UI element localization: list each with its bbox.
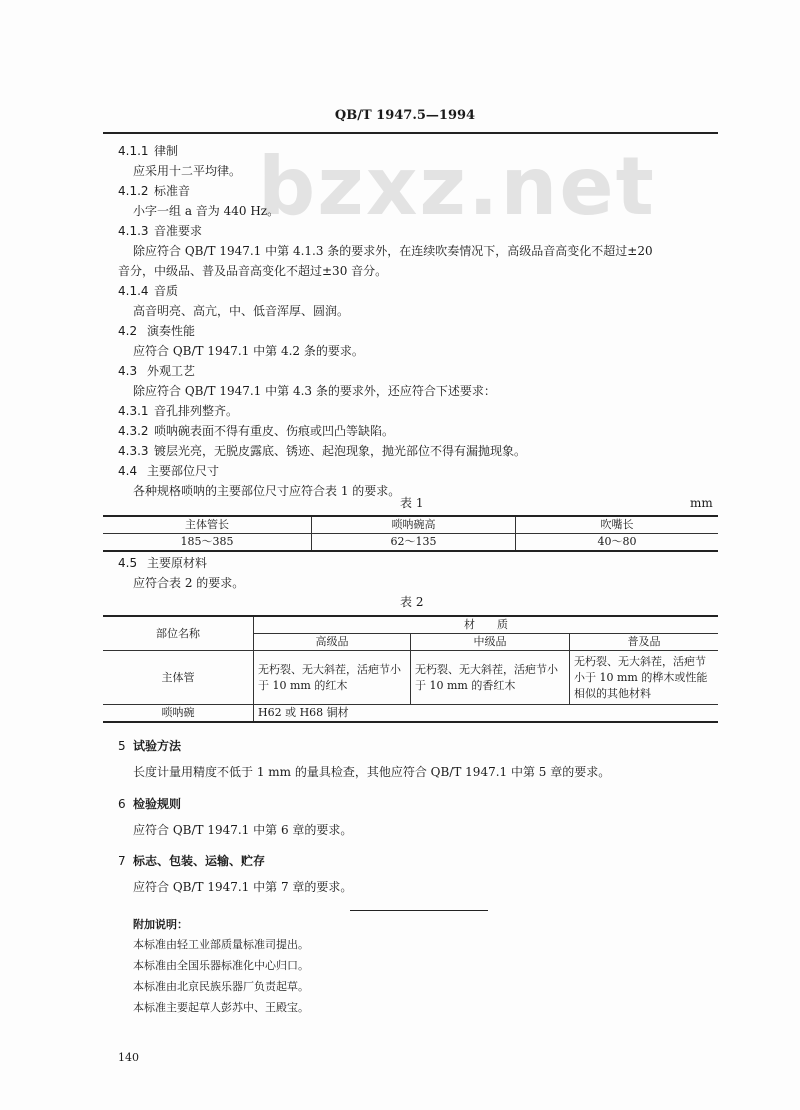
section-title: 主要部位尺寸	[147, 464, 220, 478]
section-number: 5	[118, 739, 126, 753]
section-title: 检验规则	[133, 797, 182, 811]
table1-unit: mm	[690, 496, 713, 510]
section-title: 试验方法	[133, 739, 182, 753]
notes-title: 附加说明：	[133, 918, 188, 931]
section-number: 4.3	[118, 364, 138, 378]
paragraph: 长度计量用精度不低于 1 mm 的量具检查，其他应符合 QB/T 1947.1 中第 5 章的要求。	[133, 765, 611, 779]
td: 唢呐碗	[103, 705, 254, 723]
page-header: QB/T 1947.5—1994	[334, 108, 476, 123]
section-number: 4.1.1	[118, 144, 149, 158]
th: 普及品	[570, 634, 719, 651]
th: 材 质	[254, 616, 719, 634]
paragraph: 音分，中级品、普及品音高变化不超过±30 音分。	[118, 264, 388, 278]
th: 唢呐碗高	[312, 516, 516, 534]
paragraph: 应符合 QB/T 1947.1 中第 6 章的要求。	[133, 823, 353, 837]
paragraph: 应采用十二平均律。	[133, 164, 242, 178]
paragraph: 应符合 QB/T 1947.1 中第 7 章的要求。	[133, 880, 353, 894]
td: 无朽裂、无大斜茬，活疤节小于 10 mm 的香红木	[411, 651, 570, 705]
table-1	[103, 515, 718, 552]
paragraph: 高音明亮、高亢，中、低音浑厚、圆润。	[133, 304, 350, 318]
section-number: 4.2	[118, 324, 138, 338]
section-number: 4.3.1	[118, 404, 149, 418]
section-title: 音准要求	[154, 224, 203, 238]
section-title: 外观工艺	[147, 364, 196, 378]
th: 吹嘴长	[516, 516, 719, 534]
page-number: 140	[118, 1051, 139, 1064]
paragraph: 各种规格唢呐的主要部位尺寸应符合表 1 的要求。	[133, 484, 401, 498]
td: 62～135	[312, 534, 516, 552]
section-number: 7	[118, 854, 126, 868]
section-title: 主要原材料	[147, 556, 208, 570]
section-number: 4.1.4	[118, 284, 149, 298]
section-number: 4.1.3	[118, 224, 149, 238]
section-number: 4.3.3	[118, 444, 149, 458]
section-title: 音孔排列整齐。	[154, 404, 239, 418]
end-rule	[350, 910, 488, 911]
note-item: 本标准由轻工业部质量标准司提出。	[133, 938, 309, 951]
note-item: 本标准由北京民族乐器厂负责起草。	[133, 980, 309, 993]
th: 高级品	[254, 634, 411, 651]
section-number: 6	[118, 797, 126, 811]
section-title: 唢呐碗表面不得有重皮、伤痕或凹凸等缺陷。	[154, 424, 395, 438]
section-title: 镀层光亮，无脱皮露底、锈迹、起泡现象，抛光部位不得有漏抛现象。	[154, 444, 527, 458]
paragraph: 除应符合 QB/T 1947.1 中第 4.1.3 条的要求外，在连续吹奏情况下，高级品音高变化不超过±20	[133, 244, 653, 258]
paragraph: 除应符合 QB/T 1947.1 中第 4.3 条的要求外，还应符合下述要求：	[133, 384, 496, 398]
section-title: 音质	[154, 284, 179, 298]
note-item: 本标准主要起草人彭苏中、王殿宝。	[133, 1001, 309, 1014]
td: 无朽裂、无大斜茬，活疤节小于 10 mm 的红木	[254, 651, 411, 705]
section-number: 4.1.2	[118, 184, 149, 198]
note-item: 本标准由全国乐器标准化中心归口。	[133, 959, 309, 972]
table-2	[103, 615, 718, 723]
td: 40～80	[516, 534, 719, 552]
table1-caption: 表 1	[400, 496, 424, 510]
th: 部位名称	[103, 616, 254, 651]
section-number: 4.3.2	[118, 424, 149, 438]
td: 无朽裂、无大斜茬，活疤节小于 10 mm 的桦木或性能相似的其他材料	[570, 651, 719, 705]
td: 主体管	[103, 651, 254, 705]
watermark: bzxz.net	[258, 140, 656, 233]
section-title: 演奏性能	[147, 324, 196, 338]
td: 185～385	[103, 534, 312, 552]
th: 中级品	[411, 634, 570, 651]
paragraph: 小字一组 a 音为 440 Hz。	[133, 204, 280, 218]
section-number: 4.4	[118, 464, 138, 478]
section-title: 标准音	[154, 184, 191, 198]
td: H62 或 H68 铜材	[254, 705, 719, 723]
paragraph: 应符合表 2 的要求。	[133, 576, 245, 590]
section-number: 4.5	[118, 556, 138, 570]
th: 主体管长	[103, 516, 312, 534]
header-rule	[103, 132, 718, 134]
section-title: 律制	[154, 144, 179, 158]
section-title: 标志、包装、运输、贮存	[133, 854, 266, 868]
paragraph: 应符合 QB/T 1947.1 中第 4.2 条的要求。	[133, 344, 364, 358]
table2-caption: 表 2	[400, 595, 424, 609]
